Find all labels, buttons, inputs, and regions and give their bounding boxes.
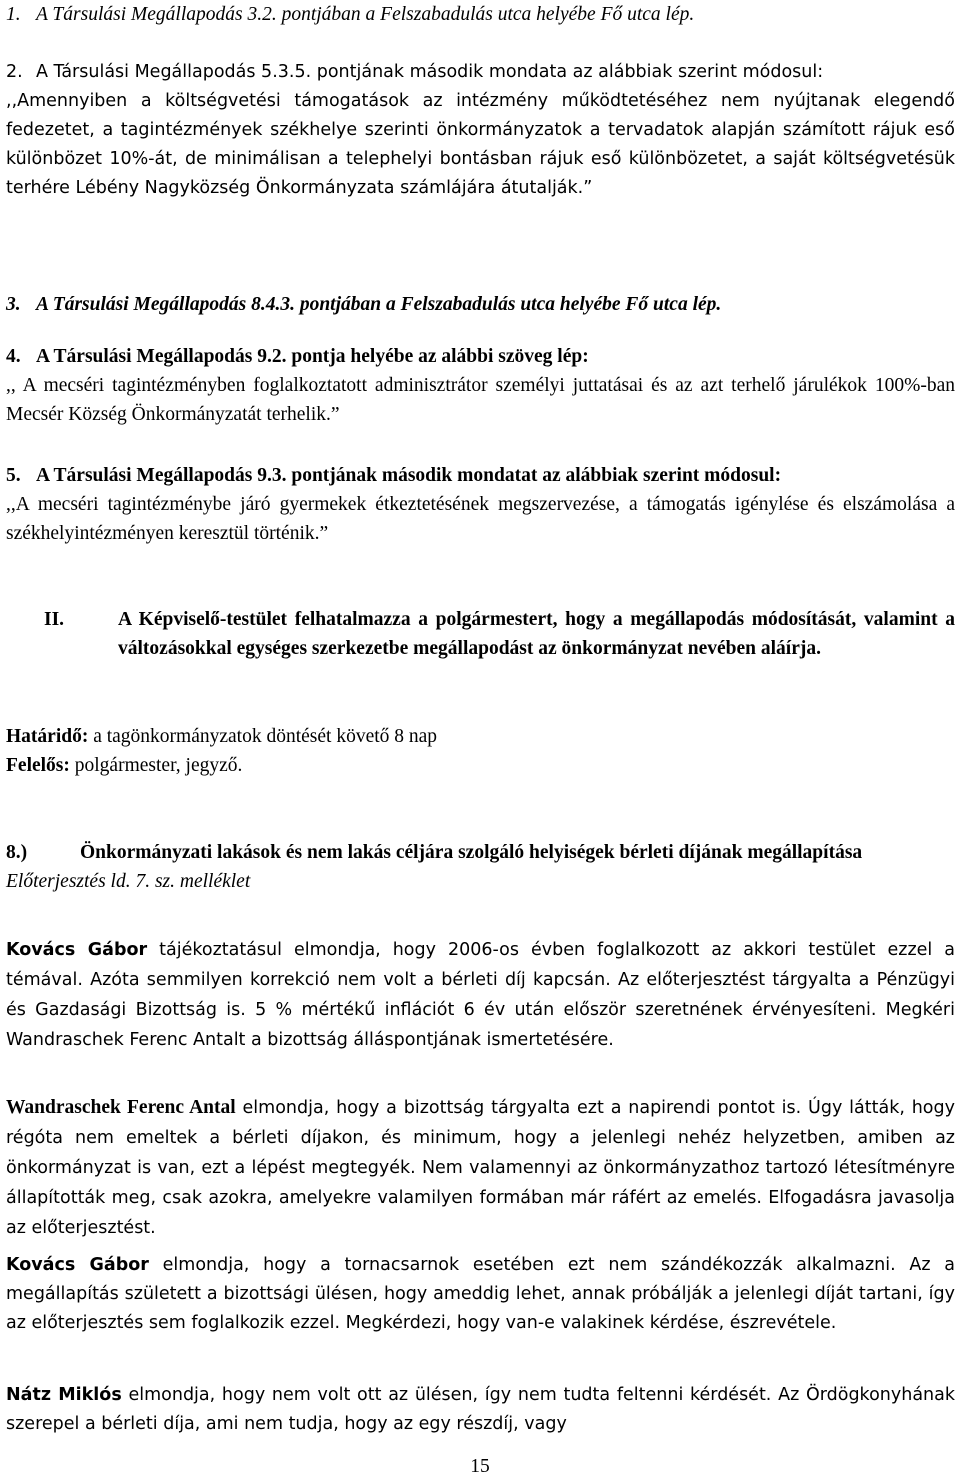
responsible-label: Felelős: bbox=[6, 755, 70, 776]
speaker-name: Nátz Miklós bbox=[6, 1385, 122, 1405]
speaker-paragraph-2 bbox=[6, 1093, 955, 1243]
page-number: 15 bbox=[470, 1456, 490, 1477]
speaker-name: Kovács Gábor bbox=[6, 1255, 149, 1275]
deadline-label: Határidő: bbox=[6, 726, 89, 747]
item-text: A Társulási Megállapodás 8.4.3. pontjában a Felszabadulás utca helyébe Fő utca lép. bbox=[36, 294, 722, 315]
item-number: 5. bbox=[6, 465, 21, 486]
deadline-value: a tagönkormányzatok döntését követő 8 nap bbox=[88, 726, 438, 747]
speaker-text: tájékoztatásul elmondja, hogy 2006-os évben foglalkozott az akkori testület ezzel a témával. Azóta semmilyen korrekció nem volt a bérleti díj kapcsán. Az előterjesztést tárgyalta a Pénzügyi és Gazdasági Bizottság is. 5 % mértékű inflációt 6 év után először szeretnének érvényesíteni. Megkéri Wandraschek Ferenc Antalt a bizottság álláspontjának ismertetésére. bbox=[6, 940, 955, 1050]
item-quote: ,,Amennyiben a költségvetési támogatások az intézmény működtetéséhez nem nyújtanak elegendő fedezetet, a tagintézmények székhelye szerinti önkormányzatok a tervadatok alapján számított rájuk eső különbözet 10%-át, de minimálisan a telephelyi bontásban rájuk eső különbözetet, a saját költségvetésük terhére Lébény Nagyközség Önkormányzata számlájára átutalják.” bbox=[6, 91, 955, 198]
amendment-item-3 bbox=[6, 290, 955, 319]
section-title: Önkormányzati lakások és nem lakás céljára szolgáló helyiségek bérleti díjának megállapítása bbox=[80, 842, 863, 863]
item-number: 3. bbox=[6, 294, 21, 315]
section-8 bbox=[6, 838, 955, 896]
speaker-name: Kovács Gábor bbox=[6, 940, 148, 960]
item-number: 2. bbox=[6, 62, 23, 82]
item-number: 4. bbox=[6, 346, 21, 367]
item-text: A Társulási Megállapodás 3.2. pontjában a Felszabadulás utca helyébe Fő utca lép. bbox=[36, 4, 695, 25]
amendment-item-1 bbox=[6, 0, 955, 29]
speaker-text: elmondja, hogy nem volt ott az ülésen, így nem tudta feltenni kérdését. Az Ördögkonyhának szerepel a bérleti díja, ami nem tudja, hogy az egy részdíj, vagy bbox=[6, 1385, 955, 1434]
item-number: 1. bbox=[6, 4, 21, 25]
speaker-paragraph-3 bbox=[6, 1251, 955, 1338]
item-quote: ,,A mecséri tagintézménybe járó gyermekek étkeztetésének megszervezése, a támogatás igénylése és elszámolása a székhelyintézményen keresztül történik.” bbox=[6, 494, 955, 544]
amendment-item-2 bbox=[6, 58, 955, 203]
amendment-item-4 bbox=[6, 342, 955, 429]
resolution-text: A Képviselő-testület felhatalmazza a polgármestert, hogy a megállapodás módosítását, valamint a változásokkal egységes szerkezetbe megállapodást az önkormányzat nevében aláírja. bbox=[118, 609, 955, 659]
item-heading: A Társulási Megállapodás 5.3.5. pontjának második mondata az alábbiak szerint módosul: bbox=[36, 62, 824, 82]
speaker-paragraph-1 bbox=[6, 935, 955, 1055]
speaker-paragraph-4 bbox=[6, 1381, 955, 1439]
speaker-name: Wandraschek Ferenc Antal bbox=[6, 1097, 236, 1118]
responsible-value: polgármester, jegyző. bbox=[69, 755, 243, 776]
item-heading: A Társulási Megállapodás 9.2. pontja helyébe az alábbi szöveg lép: bbox=[36, 346, 589, 367]
deadline-block bbox=[6, 722, 955, 780]
resolution-block bbox=[6, 605, 955, 663]
amendment-item-5 bbox=[6, 461, 955, 548]
resolution-number: II. bbox=[44, 609, 65, 630]
speaker-text: elmondja, hogy a bizottság tárgyalta ezt a napirendi pontot is. Úgy látták, hogy régóta nem emeltek a bérleti díjakon, és minimum, hogy a jelenlegi nehéz helyzetben, amiben az önkormányzat is van, ezt a lépést megtegyék. Nem valamennyi az önkormányzathoz tartozó létesítményre állapították meg, csak azokra, amelyekre valamilyen formában már ráfért az emelés. Elfogadásra javasolja az előterjesztést. bbox=[6, 1098, 955, 1238]
item-quote: ,, A mecséri tagintézményben foglalkoztatott adminisztrátor személyi juttatásai és az azt terhelő járulékok 100%-ban Mecsér Község Önkormányzatát terhelik.” bbox=[6, 375, 955, 425]
item-heading: A Társulási Megállapodás 9.3. pontjának második mondatat az alábbiak szerint módosul: bbox=[36, 465, 782, 486]
speaker-text: elmondja, hogy a tornacsarnok esetében ezt nem szándékozzák alkalmazni. Az a megállapítás született a bizottsági ülésen, hogy ameddig lehet, annak próbálják a jelenlegi díját tartani, így az előterjesztés sem foglalkozik ezzel. Megkérdezi, hogy van-e valakinek kérdése, észrevétele. bbox=[6, 1255, 956, 1333]
section-number: 8.) bbox=[6, 842, 28, 863]
attachment-reference: Előterjesztés ld. 7. sz. melléklet bbox=[6, 871, 251, 892]
